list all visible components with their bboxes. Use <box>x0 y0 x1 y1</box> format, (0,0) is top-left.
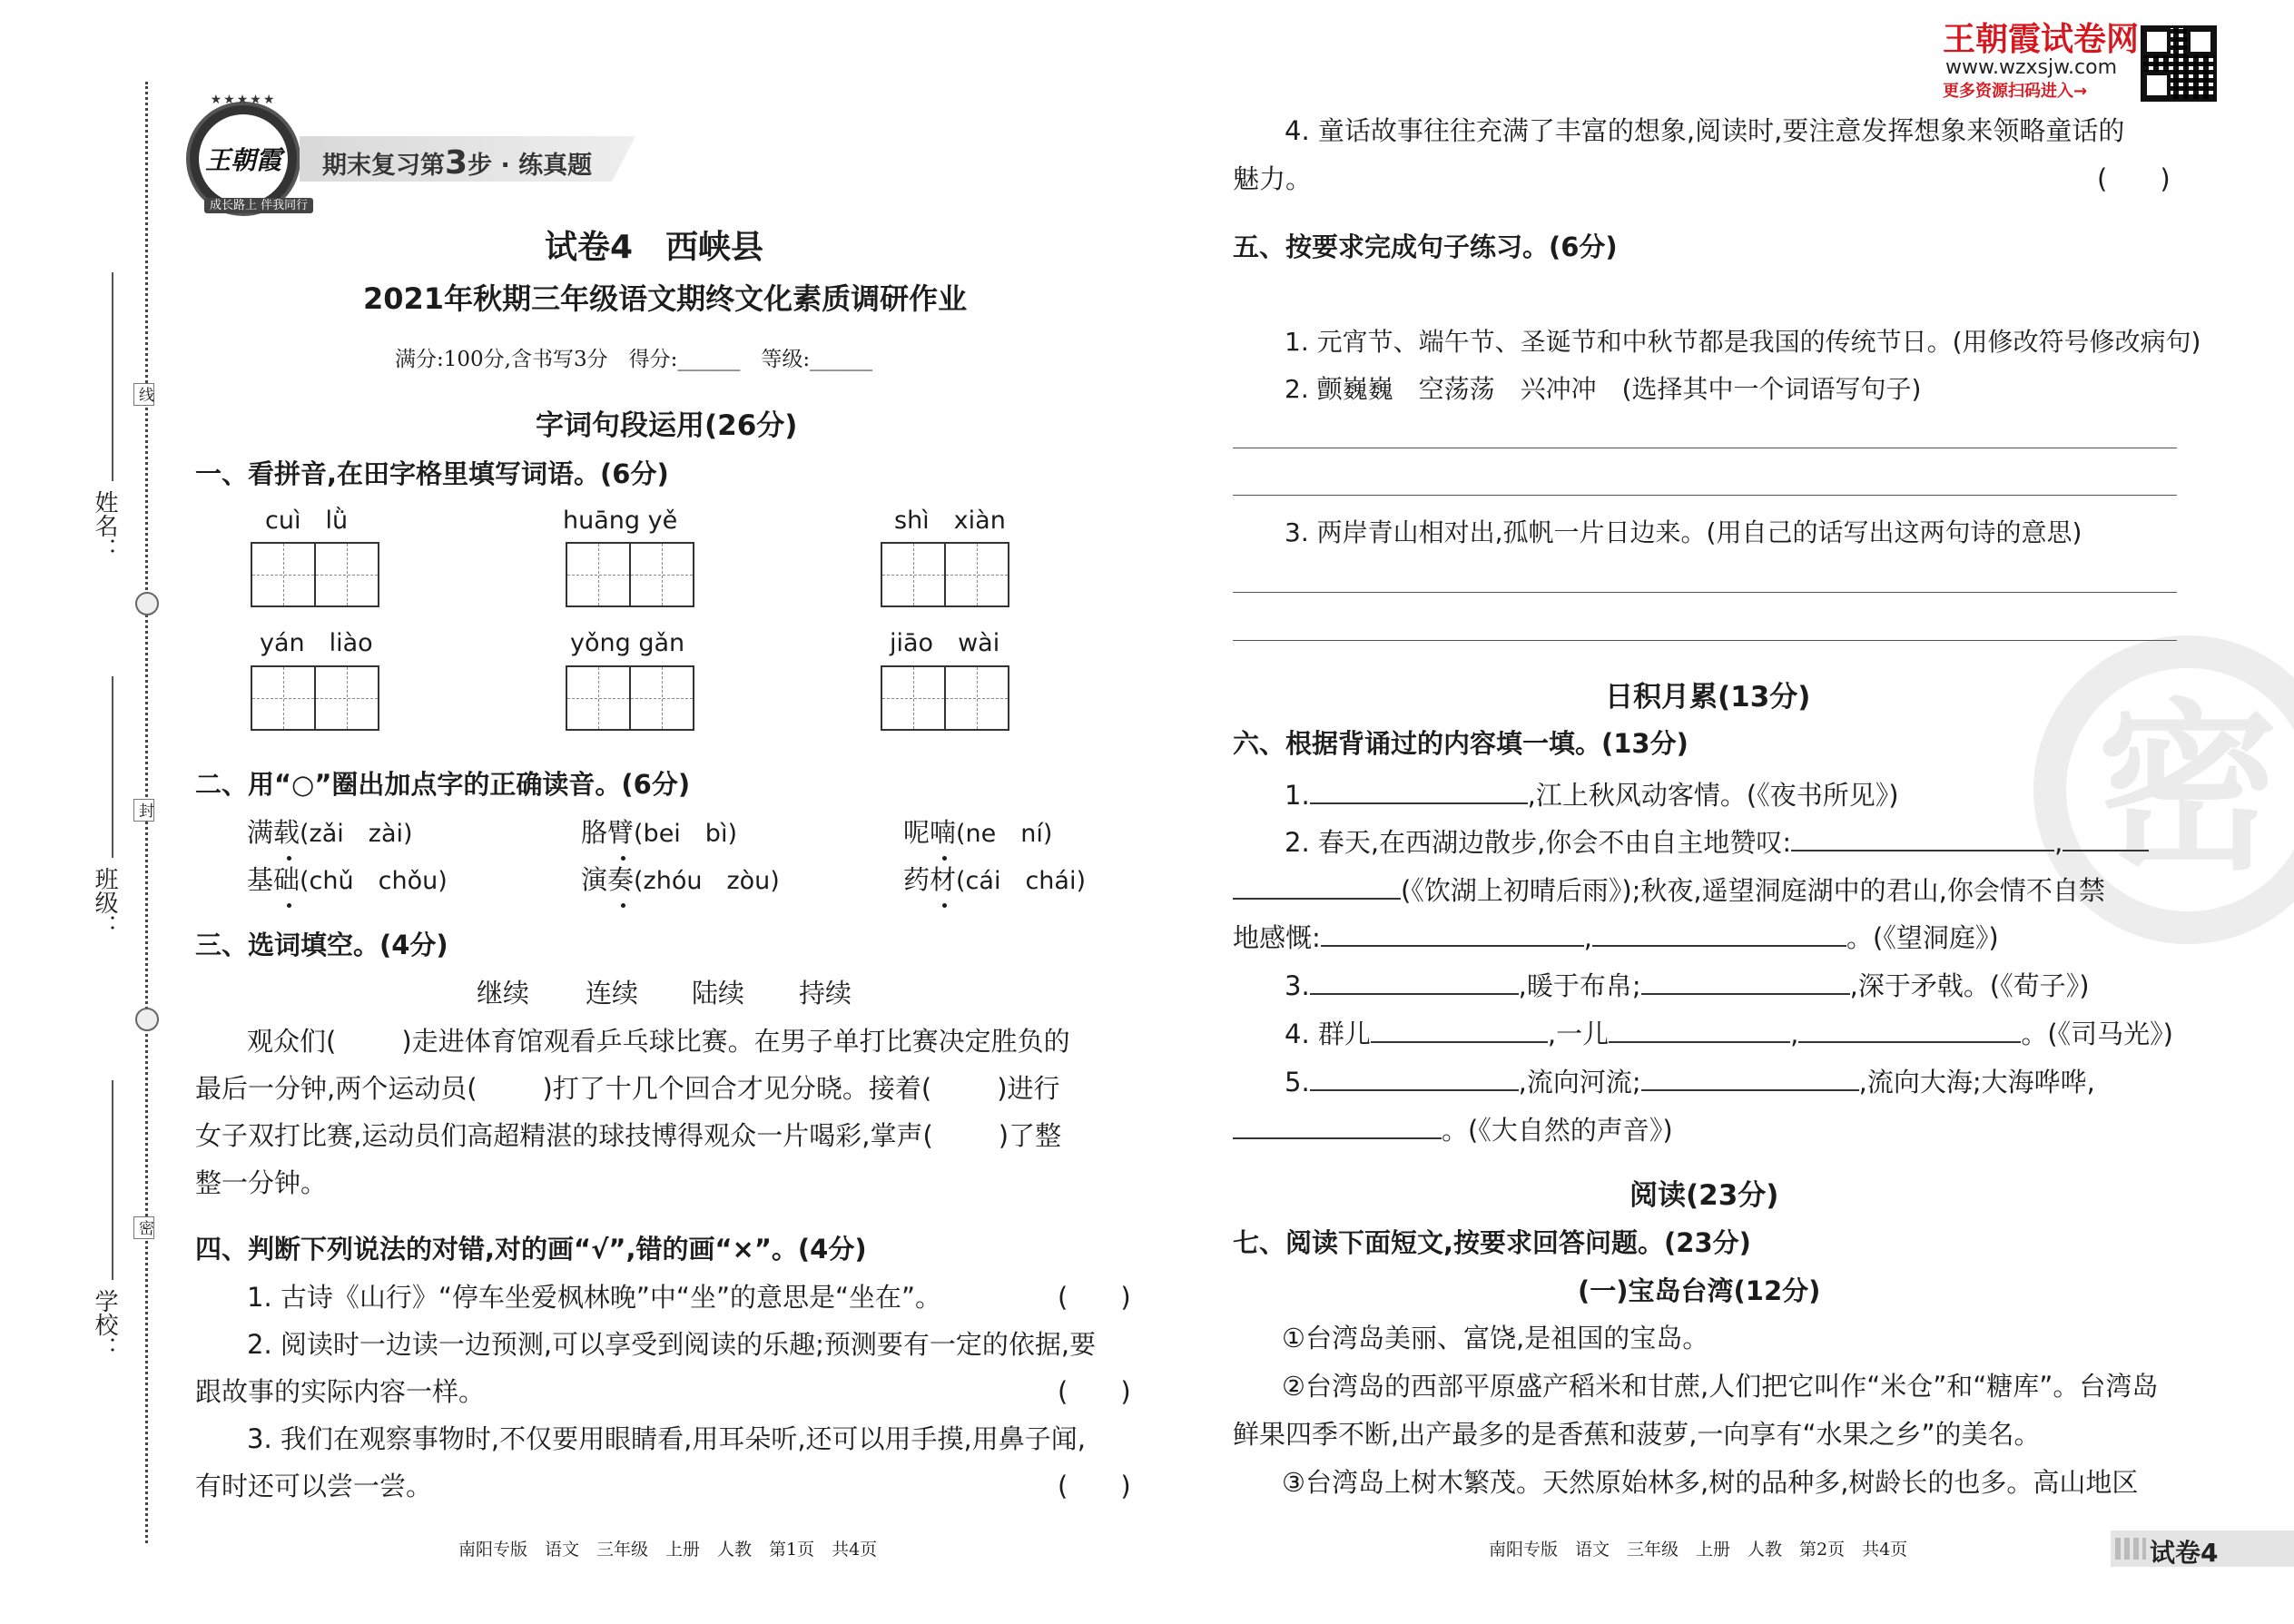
fill-blank[interactable] <box>1592 921 1846 947</box>
q6-item-3: 3. ,暖于布帛; ,深于矛戟。(《荀子》) <box>1285 970 2090 1001</box>
answer-paren[interactable]: ( ) <box>2097 163 2171 194</box>
tianzige-box[interactable] <box>251 542 379 607</box>
q5-item-1: 1. 元宵节、端午节、圣诞节和中秋节都是我国的传统节日。(用修改符号修改病句) <box>1285 327 2201 357</box>
class-field-line[interactable] <box>112 676 113 858</box>
pinyin-2: huāng yě <box>563 507 678 535</box>
banner-suffix: 步 · 练真题 <box>468 152 593 180</box>
q3-title: 三、选词填空。(4分) <box>195 930 448 960</box>
watermark-cta: 更多资源扫码进入→ <box>1943 82 2088 101</box>
fill-blank[interactable] <box>1233 1114 1442 1139</box>
word-choice-3: 陆续 <box>692 978 745 1009</box>
q4-item-4b: 魅力。 <box>1233 163 1313 194</box>
pinyin-5: yǒng gǎn <box>570 629 685 657</box>
q1-title: 一、看拼音,在田字格里填写词语。(6分) <box>195 458 669 489</box>
answer-paren[interactable]: ( ) <box>1058 1282 1131 1313</box>
q6-item-2a: 2. 春天,在西湖边散步,你会不由自主地赞叹: , <box>1285 826 2149 856</box>
fill-blank[interactable] <box>1321 921 1584 947</box>
cut-mark-secret: 密 <box>133 1216 154 1239</box>
q4-item-2a: 2. 阅读时一边读一边预测,可以享受到阅读的乐趣;预测要有一定的依据,要 <box>247 1329 1097 1360</box>
q3-para-line-4: 整一分钟。 <box>195 1167 328 1198</box>
pinyin-6: jiāo wài <box>890 629 1000 657</box>
q4-item-1: 1. 古诗《山行》“停车坐爱枫林晚”中“坐”的意思是“坐在”。 <box>247 1282 942 1313</box>
q4-item-3a: 3. 我们在观察事物时,不仅要用眼睛看,用耳朵听,还可以用手摸,用鼻子闻, <box>247 1423 1086 1454</box>
section-title-words: 字词句段运用(26分) <box>536 409 798 442</box>
tianzige-box[interactable] <box>566 665 694 731</box>
q4-title: 四、判断下列说法的对错,对的画“√”,错的画“×”。(4分) <box>195 1234 867 1265</box>
q3-para-line-3: 女子双打比赛,运动员们高超精湛的球技博得观众一片喝彩,掌声( )了整 <box>195 1120 1062 1151</box>
section-title-accumulate: 日积月累(13分) <box>1605 681 1811 714</box>
logo-motto: 成长路上 伴我同行 <box>204 198 313 213</box>
passage-title: (一)宝岛台湾(12分) <box>1578 1275 1821 1306</box>
binding-hole-icon <box>135 1008 159 1031</box>
q2-item-2[interactable]: 胳臂(bei bì) <box>581 817 737 848</box>
passage-para-3: ③台湾岛上树木繁茂。天然原始林多,树的品种多,树龄长的也多。高山地区 <box>1282 1467 2139 1498</box>
section-title-reading: 阅读(23分) <box>1629 1179 1779 1212</box>
q6-item-2c: 地感慨: , 。(《望洞庭》) <box>1233 922 1999 953</box>
tianzige-box[interactable] <box>566 542 694 607</box>
word-choice-4: 持续 <box>799 978 852 1009</box>
banner-prefix: 期末复习第 <box>322 152 445 180</box>
q4-item-2b: 跟故事的实际内容一样。 <box>195 1376 486 1407</box>
school-label: 学校： <box>91 1289 118 1360</box>
q2-item-1[interactable]: 满载(zǎi zài) <box>247 817 413 848</box>
fill-blank[interactable] <box>1641 969 1850 995</box>
q6-item-5b: 。(《大自然的声音》) <box>1233 1114 1673 1144</box>
fill-blank[interactable] <box>1798 1018 2021 1043</box>
word-choice-1: 继续 <box>477 978 530 1009</box>
class-label: 班级： <box>91 867 118 938</box>
q6-item-2b: (《饮湖上初晴后雨》);秋夜,遥望洞庭湖中的君山,你会情不自禁 <box>1233 874 2105 904</box>
q6-item-1: 1. ,江上秋风动客情。(《夜书所见》) <box>1285 780 1899 811</box>
fill-blank[interactable] <box>1233 874 1401 900</box>
answer-line[interactable] <box>1233 592 2177 593</box>
pinyin-4: yán liào <box>260 629 373 657</box>
fill-blank[interactable] <box>1371 1018 1548 1043</box>
stamp-char: 密 <box>2096 684 2279 895</box>
watermark-url: www.wzxsjw.com <box>1945 56 2118 79</box>
emphasis-dot <box>287 903 291 908</box>
watermark-brand: 王朝霞试卷网 <box>1943 21 2140 58</box>
emphasis-dot <box>621 903 625 908</box>
fill-blank[interactable] <box>1791 826 2054 851</box>
tianzige-box[interactable] <box>881 542 1009 607</box>
tianzige-box[interactable] <box>251 665 379 731</box>
pinyin-3: shì xiàn <box>894 507 1006 535</box>
passage-para-1: ①台湾岛美丽、富饶,是祖国的宝岛。 <box>1282 1323 1709 1353</box>
paper-title: 试卷4 西峡县 <box>545 229 764 266</box>
logo-inner <box>199 114 288 203</box>
q5-title: 五、按要求完成句子练习。(6分) <box>1233 231 1618 262</box>
passage-para-2b: 鲜果四季不断,出产最多的是香蕉和菠萝,一向享有“水果之乡”的美名。 <box>1233 1419 2041 1450</box>
passage-para-2a: ②台湾岛的西部平原盛产稻米和甘蔗,人们把它叫作“米仓”和“糖库”。台湾岛 <box>1282 1371 2159 1402</box>
name-field-line[interactable] <box>112 272 113 481</box>
emphasis-dot <box>942 903 947 908</box>
answer-paren[interactable]: ( ) <box>1058 1376 1131 1407</box>
fill-blank[interactable] <box>2063 826 2149 851</box>
cut-mark-line: 线 <box>133 383 154 406</box>
answer-paren[interactable]: ( ) <box>1058 1471 1131 1501</box>
pinyin-1: cuì lǜ <box>265 507 349 535</box>
emphasis-dot <box>287 856 291 861</box>
q7-title: 七、阅读下面短文,按要求回答问题。(23分) <box>1233 1227 1751 1258</box>
banner-step: 3 <box>445 144 468 182</box>
footer-tag: 试卷4 <box>2150 1538 2219 1568</box>
emphasis-dot <box>621 856 625 861</box>
logo-crown-icon: ★★★★★ <box>210 93 277 107</box>
q2-item-6[interactable]: 药材(cái chái) <box>903 864 1086 895</box>
q2-item-5[interactable]: 演奏(zhóu zòu) <box>581 864 780 895</box>
paper-subtitle: 2021年秋期三年级语文期终文化素质调研作业 <box>363 281 968 316</box>
fill-blank[interactable] <box>1310 779 1528 804</box>
score-info: 满分:100分,含书写3分 得分:______ 等级:______ <box>395 348 873 371</box>
answer-line[interactable] <box>1233 495 2177 496</box>
q6-title: 六、根据背诵过的内容填一填。(13分) <box>1233 728 1689 759</box>
q2-title: 二、用“○”圈出加点字的正确读音。(6分) <box>195 769 691 800</box>
q4-item-4a: 4. 童话故事往往充满了丰富的想象,阅读时,要注意发挥想象来领略童话的 <box>1285 115 2125 146</box>
q2-item-4[interactable]: 基础(chǔ chǒu) <box>247 864 448 895</box>
binding-hole-icon <box>135 592 159 615</box>
fill-blank[interactable] <box>1641 1066 1859 1091</box>
logo-text: 王朝霞 <box>204 145 281 175</box>
fill-blank[interactable] <box>1310 1066 1519 1091</box>
banner-text <box>322 143 592 182</box>
fill-blank[interactable] <box>1609 1018 1790 1043</box>
q4-item-3b: 有时还可以尝一尝。 <box>195 1471 433 1501</box>
emphasis-dot <box>942 856 947 861</box>
q6-item-4: 4. 群儿 ,一儿 , 。(《司马光》) <box>1285 1019 2173 1049</box>
footer-right: 南阳专版 语文 三年级 上册 人教 第2页 共4页 <box>1489 1540 1908 1560</box>
q5-item-2: 2. 颤巍巍 空荡荡 兴冲冲 (选择其中一个词语写句子) <box>1285 374 1922 404</box>
word-choice-2: 连续 <box>586 978 639 1009</box>
q3-para-line-2: 最后一分钟,两个运动员( )打了十几个回合才见分晓。接着( )进行 <box>195 1073 1060 1104</box>
name-label: 姓名： <box>91 490 118 561</box>
q5-item-3: 3. 两岸青山相对出,孤帆一片日边来。(用自己的话写出这两句诗的意思) <box>1285 517 2082 547</box>
fill-blank[interactable] <box>1310 969 1519 995</box>
q2-item-3[interactable]: 呢喃(ne ní) <box>903 817 1053 848</box>
school-field-line[interactable] <box>112 1080 113 1280</box>
q6-item-5a: 5. ,流向河流; ,流向大海;大海哗哗, <box>1285 1067 2095 1097</box>
qr-code-icon[interactable] <box>2141 25 2217 102</box>
binding-margin <box>0 0 182 1624</box>
footer-tag-dots-icon <box>2115 1538 2146 1560</box>
cut-mark-seal: 封 <box>133 799 154 822</box>
answer-line[interactable] <box>1233 640 2177 641</box>
footer-left: 南阳专版 语文 三年级 上册 人教 第1页 共4页 <box>458 1540 878 1560</box>
q3-para-line-1: 观众们( )走进体育馆观看乒乓球比赛。在男子单打比赛决定胜负的 <box>247 1026 1070 1057</box>
tianzige-box[interactable] <box>881 665 1009 731</box>
